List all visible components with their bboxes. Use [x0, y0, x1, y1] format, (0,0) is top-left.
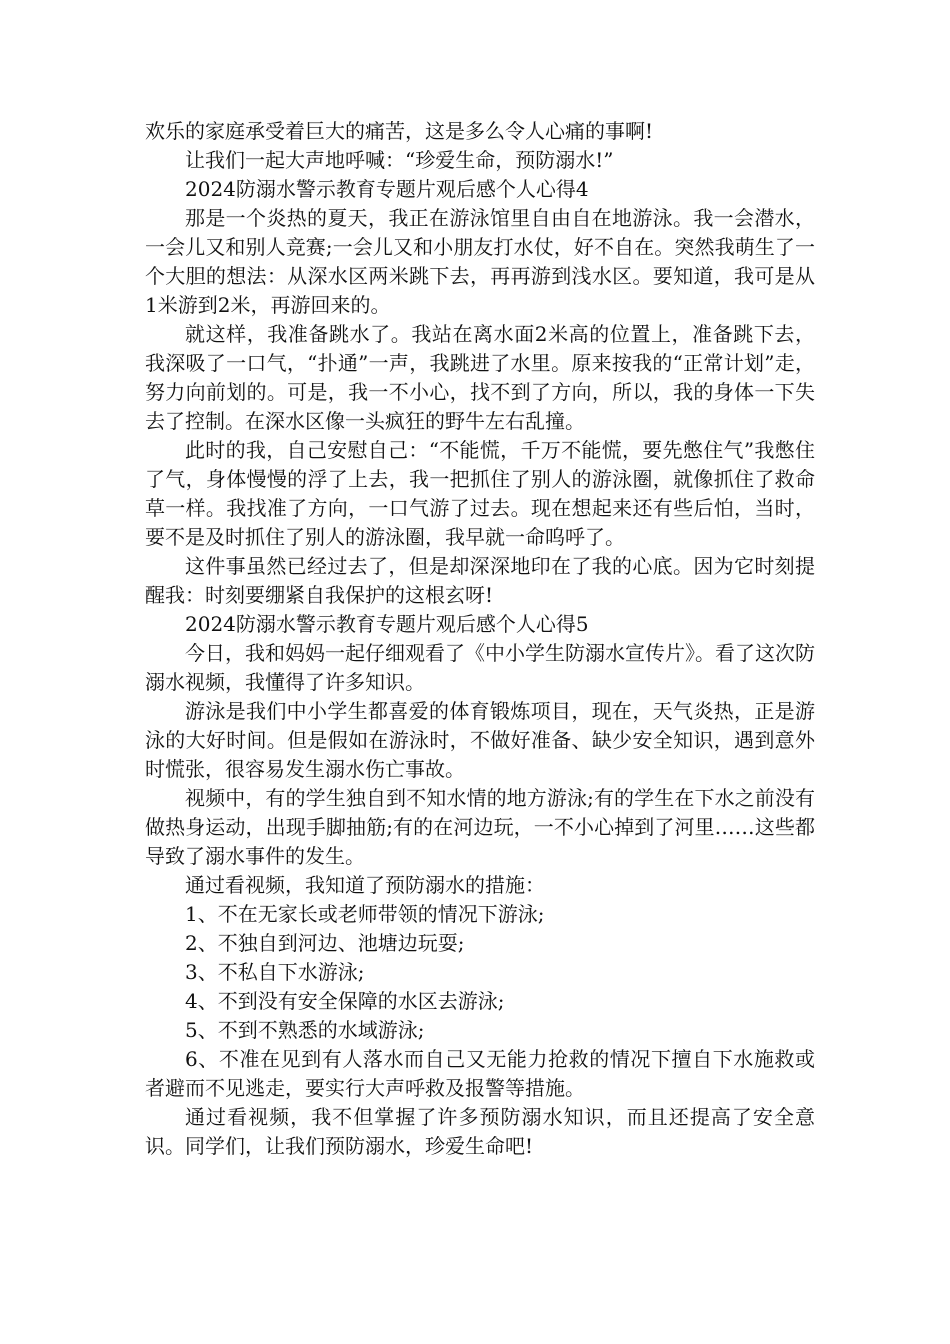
paragraph-slogan: 让我们一起大声地呼喊：“珍爱生命，预防溺水!” [185, 148, 614, 172]
paragraph: 此时的我，自己安慰自己：“不能慌，千万不能慌，要先憋住气”我憋住了气，身体慢慢的浮了上去，我一把抓住了别人的游泳圈，就像抓住了救命草一样。我找准了方向，一口气游了过去。现在想起来还有些后怕，当时，要不是及时抓住了别人的游泳圈，我早就一命呜呼了。 [145, 438, 815, 549]
paragraph: 那是一个炎热的夏天，我正在游泳馆里自由自在地游泳。我一会潜水，一会儿又和别人竞赛;一会儿又和小朋友打水仗，好不自在。突然我萌生了一个大胆的想法：从深水区两米跳下去，再再游到浅水区。要知道，我可是从1米游到2米，再游回来的。 [145, 206, 815, 317]
section-heading-5: 2024防溺水警示教育专题片观后感个人心得5 [185, 612, 589, 636]
document-body [145, 117, 815, 1161]
list-item: 2、不独自到河边、池塘边玩耍; [185, 931, 465, 955]
list-item: 4、不到没有安全保障的水区去游泳; [185, 989, 505, 1013]
list-item: 3、不私自下水游泳; [185, 960, 365, 984]
paragraph: 游泳是我们中小学生都喜爱的体育锻炼项目，现在，天气炎热，正是游泳的大好时间。但是假如在游泳时，不做好准备、缺少安全知识，遇到意外时慌张，很容易发生溺水伤亡事故。 [145, 699, 815, 781]
section-heading-4: 2024防溺水警示教育专题片观后感个人心得4 [185, 177, 589, 201]
paragraph: 今日，我和妈妈一起仔细观看了《中小学生防溺水宣传片》。看了这次防溺水视频，我懂得了许多知识。 [145, 641, 815, 694]
paragraph: 视频中，有的学生独自到不知水情的地方游泳;有的学生在下水之前没有做热身运动，出现手脚抽筋;有的在河边玩，一不小心掉到了河里……这些都导致了溺水事件的发生。 [145, 786, 815, 868]
paragraph: 这件事虽然已经过去了，但是却深深地印在了我的心底。因为它时刻提醒我：时刻要绷紧自我保护的这根玄呀! [145, 554, 815, 607]
list-item: 1、不在无家长或老师带领的情况下游泳; [185, 902, 545, 926]
list-item: 6、不准在见到有人落水而自己又无能力抢救的情况下擅自下水施救或者避而不见逃走，要实行大声呼救及报警等措施。 [145, 1047, 815, 1100]
list-item: 5、不到不熟悉的水域游泳; [185, 1018, 425, 1042]
paragraph: 通过看视频，我知道了预防溺水的措施： [185, 873, 545, 897]
paragraph-closing: 通过看视频，我不但掌握了许多预防溺水知识，而且还提高了安全意识。同学们，让我们预防溺水，珍爱生命吧! [145, 1105, 815, 1158]
paragraph-continuation: 欢乐的家庭承受着巨大的痛苦，这是多么令人心痛的事啊! [145, 119, 654, 143]
paragraph: 就这样，我准备跳水了。我站在离水面2米高的位置上，准备跳下去，我深吸了一口气，“扑通”一声，我跳进了水里。原来按我的“正常计划”走，努力向前划的。可是，我一不小心，找不到了方向，所以，我的身体一下失去了控制。在深水区像一头疯狂的野牛左右乱撞。 [145, 322, 815, 433]
